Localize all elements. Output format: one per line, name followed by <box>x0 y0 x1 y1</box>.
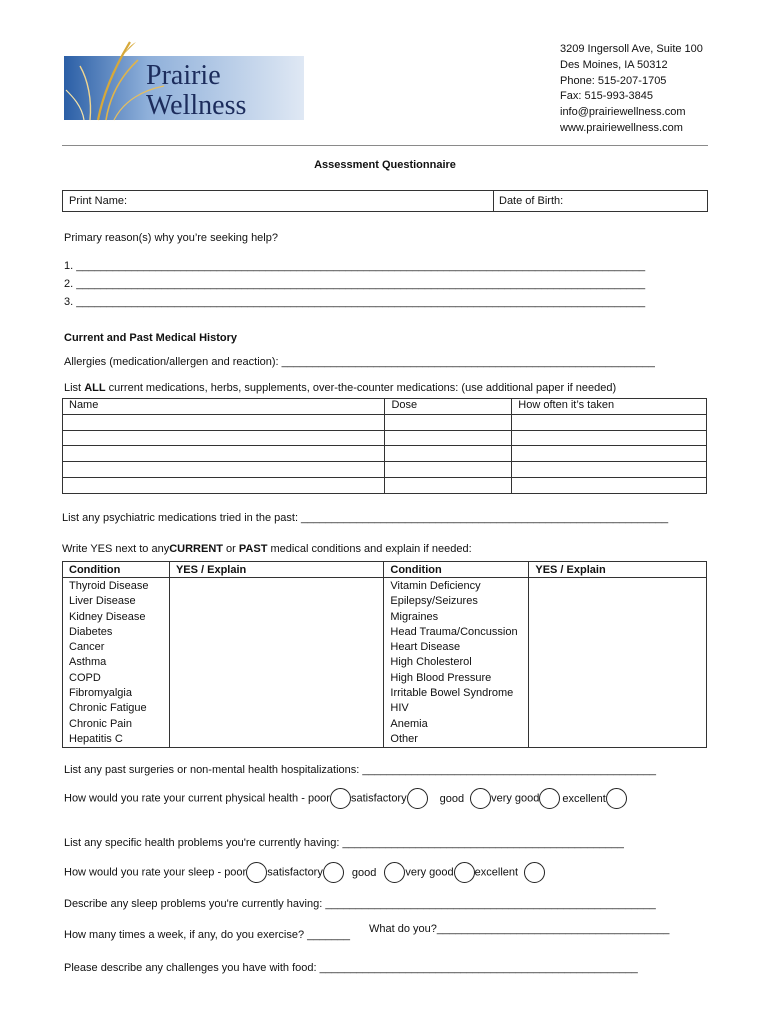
col-yes-explain: YES / Explain <box>529 562 707 578</box>
yes-explain-cell[interactable] <box>529 716 707 731</box>
option-label: excellent <box>474 866 519 879</box>
history-heading: Current and Past Medical History <box>64 332 237 344</box>
table-row <box>63 430 707 446</box>
psych-meds-field[interactable]: List any psychiatric medications tried in the past: ____________________________________________________________ <box>62 512 669 524</box>
yes-explain-cell[interactable] <box>529 578 707 594</box>
condition-name: Thyroid Disease <box>63 578 170 594</box>
option-label: very good <box>405 866 454 879</box>
table-row <box>63 594 707 609</box>
sleep-problems-field[interactable]: Describe any sleep problems you're currently having: ______________________________________________________ <box>64 898 656 910</box>
medications-table <box>62 398 707 494</box>
condition-name: Hepatitis C <box>63 731 170 747</box>
yes-explain-cell[interactable] <box>169 594 383 609</box>
conditions-table <box>62 561 707 748</box>
clinic-address <box>560 42 703 137</box>
print-name-field[interactable]: Print Name: <box>69 195 128 207</box>
exercise-frequency-field[interactable]: How many times a week, if any, do you exercise? _______ <box>64 929 350 941</box>
col-yes-explain: YES / Explain <box>169 562 383 578</box>
condition-name: Anemia <box>384 716 529 731</box>
header-divider <box>62 145 708 146</box>
option-label: good <box>439 792 465 805</box>
table-row <box>63 446 707 462</box>
yes-explain-cell[interactable] <box>169 731 383 747</box>
health-problems-field[interactable]: List any specific health problems you're currently having: ______________________________________________ <box>64 837 624 849</box>
radio-very-good[interactable] <box>539 788 560 809</box>
table-row <box>63 414 707 430</box>
table-row <box>63 716 707 731</box>
yes-explain-cell[interactable] <box>169 609 383 624</box>
radio-poor[interactable] <box>246 862 267 883</box>
yes-explain-cell[interactable] <box>169 655 383 670</box>
reason-line-2[interactable]: 2. _____________________________________________________________________________________________ <box>64 278 646 290</box>
table-row <box>63 639 707 654</box>
condition-name: Diabetes <box>63 624 170 639</box>
yes-explain-cell[interactable] <box>529 731 707 747</box>
dob-field[interactable]: Date of Birth: <box>499 195 564 207</box>
yes-explain-cell[interactable] <box>169 716 383 731</box>
col-condition: Condition <box>384 562 529 578</box>
allergies-field[interactable]: Allergies (medication/allergen and reaction): _____________________________________________________________ <box>64 356 655 368</box>
radio-good[interactable] <box>384 862 405 883</box>
condition-name: Asthma <box>63 655 170 670</box>
yes-explain-cell[interactable] <box>169 578 383 594</box>
condition-name: Chronic Pain <box>63 716 170 731</box>
divider <box>493 191 494 211</box>
website[interactable]: www.prairiewellness.com <box>560 121 683 134</box>
reason-line-3[interactable]: 3. _____________________________________________________________________________________________ <box>64 296 646 308</box>
yes-explain-cell[interactable] <box>169 624 383 639</box>
radio-excellent[interactable] <box>524 862 545 883</box>
table-row <box>63 701 707 716</box>
condition-name: Liver Disease <box>63 594 170 609</box>
table-header-row <box>63 399 707 415</box>
option-label: good <box>351 866 377 879</box>
table-row <box>63 655 707 670</box>
email[interactable]: info@prairiewellness.com <box>560 106 686 119</box>
option-label: satisfactory <box>267 866 323 879</box>
conditions-prompt: Write YES next to anyCURRENT or PAST medical conditions and explain if needed: <box>62 543 472 555</box>
sleep-prompt: How would you rate your sleep - poor <box>64 866 247 879</box>
address-line: 3209 Ingersoll Ave, Suite 100 <box>560 43 703 55</box>
condition-name: Head Trauma/Concussion <box>384 624 529 639</box>
address-line: Des Moines, IA 50312 <box>560 58 668 71</box>
yes-explain-cell[interactable] <box>529 594 707 609</box>
option-label: very good <box>491 792 540 805</box>
yes-explain-cell[interactable] <box>529 624 707 639</box>
medications-prompt: List ALL current medications, herbs, supplements, over-the-counter medications: (use additional paper if needed) <box>64 382 617 394</box>
yes-explain-cell[interactable] <box>169 701 383 716</box>
condition-name: Other <box>384 731 529 747</box>
food-challenges-field[interactable]: Please describe any challenges you have with food: ____________________________________________________ <box>64 962 638 974</box>
surgeries-field[interactable]: List any past surgeries or non-mental health hospitalizations: ________________________________________________ <box>64 764 657 776</box>
condition-name: Epilepsy/Seizures <box>384 594 529 609</box>
table-row <box>63 670 707 685</box>
table-row <box>63 477 707 493</box>
col-condition: Condition <box>63 562 170 578</box>
table-header-row <box>63 562 707 578</box>
col-frequency: How often it’s taken <box>512 399 707 415</box>
radio-very-good[interactable] <box>454 862 475 883</box>
condition-name: Fibromyalgia <box>63 685 170 700</box>
table-row <box>63 462 707 478</box>
condition-name: Chronic Fatigue <box>63 701 170 716</box>
table-row <box>63 731 707 747</box>
yes-explain-cell[interactable] <box>529 701 707 716</box>
svg-text:Prairie: Prairie <box>146 60 221 91</box>
table-row <box>63 578 707 594</box>
physical-health-prompt: How would you rate your current physical health - poor <box>64 792 330 805</box>
yes-explain-cell[interactable] <box>529 609 707 624</box>
radio-satisfactory[interactable] <box>407 788 428 809</box>
exercise-type-field[interactable]: What do you?______________________________________ <box>369 923 670 935</box>
svg-text:Wellness: Wellness <box>146 90 247 121</box>
table-row <box>63 609 707 624</box>
table-row <box>63 685 707 700</box>
radio-satisfactory[interactable] <box>323 862 344 883</box>
condition-name: Migraines <box>384 609 529 624</box>
radio-good[interactable] <box>470 788 491 809</box>
yes-explain-cell[interactable] <box>169 670 383 685</box>
condition-name: High Blood Pressure <box>384 670 529 685</box>
yes-explain-cell[interactable] <box>529 685 707 700</box>
condition-name: HIV <box>384 701 529 716</box>
option-label: satisfactory <box>350 792 407 805</box>
reason-line-1[interactable]: 1. _____________________________________________________________________________________________ <box>64 260 646 272</box>
phone: Phone: 515-207-1705 <box>560 74 667 87</box>
form-title: Assessment Questionnaire <box>314 159 456 171</box>
condition-name: Cancer <box>63 639 170 654</box>
name-dob-box <box>62 190 708 212</box>
col-name: Name <box>63 399 385 415</box>
condition-name: Kidney Disease <box>63 609 170 624</box>
condition-name: High Cholesterol <box>384 655 529 670</box>
table-row <box>63 624 707 639</box>
fax: Fax: 515-993-3845 <box>560 90 653 103</box>
condition-name: Heart Disease <box>384 639 529 654</box>
radio-excellent[interactable] <box>606 788 627 809</box>
yes-explain-cell[interactable] <box>529 655 707 670</box>
condition-name: COPD <box>63 670 170 685</box>
sleep-rating <box>64 862 545 883</box>
radio-poor[interactable] <box>330 788 351 809</box>
physical-health-rating <box>64 788 627 809</box>
yes-explain-cell[interactable] <box>169 639 383 654</box>
col-dose: Dose <box>385 399 512 415</box>
option-label: excellent <box>562 792 606 805</box>
condition-name: Vitamin Deficiency <box>384 578 529 594</box>
condition-name: Irritable Bowel Syndrome <box>384 685 529 700</box>
reason-prompt: Primary reason(s) why you’re seeking help? <box>64 232 278 244</box>
yes-explain-cell[interactable] <box>169 685 383 700</box>
prairie-wellness-logo <box>64 40 304 122</box>
yes-explain-cell[interactable] <box>529 670 707 685</box>
yes-explain-cell[interactable] <box>529 639 707 654</box>
